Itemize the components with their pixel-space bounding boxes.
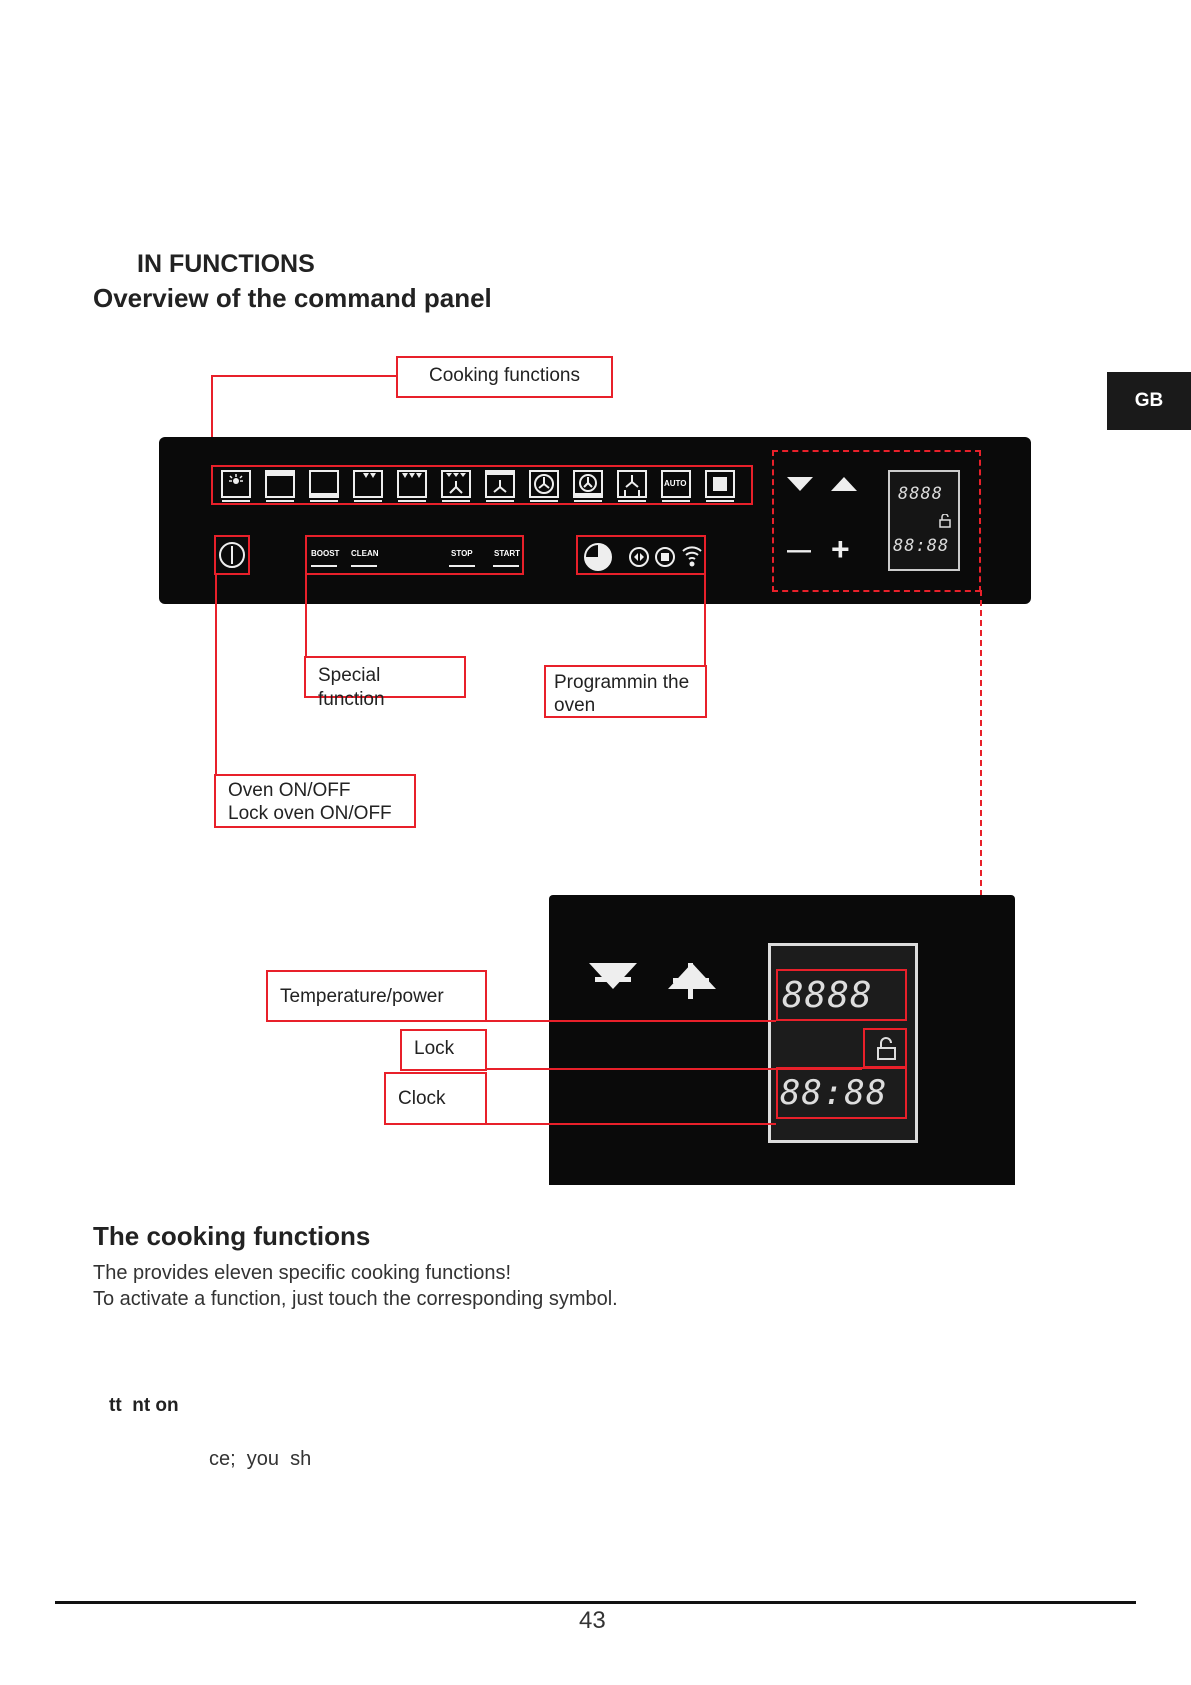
callout-lock-label: Lock xyxy=(414,1038,455,1059)
wifi-icon[interactable] xyxy=(680,543,704,569)
double-grill-icon xyxy=(397,470,427,502)
boost-button[interactable]: BOOST xyxy=(311,549,340,558)
callout-cooking-functions xyxy=(396,356,613,398)
timer-icon[interactable] xyxy=(582,541,614,573)
leader-line xyxy=(215,575,217,775)
stop-button[interactable]: STOP xyxy=(451,549,473,558)
function-convection[interactable] xyxy=(529,470,559,502)
callout-cooking-functions-label: Cooking functions xyxy=(428,365,581,386)
callout-onoff-line1: Oven ON/OFF xyxy=(228,780,351,801)
function-top-heat[interactable] xyxy=(265,470,295,502)
function-fan-grill[interactable] xyxy=(441,470,471,502)
function-stop[interactable] xyxy=(705,470,735,502)
start-underline xyxy=(493,565,519,567)
prog-sequence-icon[interactable] xyxy=(628,546,650,568)
fan-grill-icon xyxy=(441,470,471,502)
callout-clock-label: Clock xyxy=(398,1088,446,1109)
language-tab: GB xyxy=(1107,372,1191,430)
lock-indicator xyxy=(863,1028,907,1068)
function-bottom-heat[interactable] xyxy=(309,470,339,502)
overview-title: Overview of the command panel xyxy=(93,283,492,313)
arrow-down-icon[interactable] xyxy=(587,961,639,991)
page-number: 43 xyxy=(579,1607,606,1634)
function-pizza[interactable] xyxy=(617,470,647,502)
minus-icon[interactable] xyxy=(595,977,631,983)
callout-lock xyxy=(400,1029,487,1071)
function-fan[interactable] xyxy=(485,470,515,502)
prog-stop-icon[interactable] xyxy=(654,546,676,568)
callout-onoff-line2: Lock oven ON/OFF xyxy=(228,803,392,824)
function-auto[interactable] xyxy=(661,470,691,502)
clock-display-value: 88:88 xyxy=(780,1073,888,1113)
clock-display xyxy=(776,1067,907,1119)
small-display-bottom: 88:88 xyxy=(893,536,950,556)
callout-temperature-power-label: Temperature/power xyxy=(280,986,444,1007)
function-lamp[interactable] xyxy=(221,470,251,502)
callout-programming xyxy=(544,665,707,718)
leader-line xyxy=(211,375,397,377)
grill-icon xyxy=(353,470,383,502)
stop-icon xyxy=(705,470,735,502)
callout-special-function-label: Special function xyxy=(318,665,385,710)
clean-button[interactable]: CLEAN xyxy=(351,549,379,558)
small-display-top: 8888 xyxy=(898,484,943,504)
cooking-functions-line2: To activate a function, just touch the corresponding symbol. xyxy=(93,1288,618,1310)
arrow-down-icon[interactable] xyxy=(785,474,815,494)
clean-underline xyxy=(351,565,377,567)
callout-onoff xyxy=(214,774,416,828)
leader-line xyxy=(486,1020,776,1022)
power-icon xyxy=(216,537,248,573)
footer-rule xyxy=(55,1601,1136,1604)
dashed-connector xyxy=(980,590,982,896)
cooking-functions-title: The cooking functions xyxy=(93,1221,371,1251)
leader-line xyxy=(305,575,307,657)
callout-special-function xyxy=(304,656,466,710)
callout-temperature-power xyxy=(266,970,487,1022)
bottom-heat-icon xyxy=(309,470,339,502)
boost-underline xyxy=(311,565,337,567)
special-functions-group xyxy=(305,535,524,575)
pizza-icon xyxy=(617,470,647,502)
display-zoom-panel xyxy=(549,895,1015,1185)
callout-clock xyxy=(384,1072,487,1125)
convection-icon xyxy=(529,470,559,502)
function-grill[interactable] xyxy=(353,470,383,502)
attention-title: tt nt on xyxy=(109,1395,179,1416)
auto-label: AUTO xyxy=(664,479,687,488)
minus-button[interactable]: — xyxy=(787,537,811,564)
big-display xyxy=(768,943,918,1143)
small-display xyxy=(888,470,960,571)
fan-bottom-icon xyxy=(573,470,603,502)
leader-line xyxy=(704,575,706,667)
lock-icon xyxy=(875,1036,899,1062)
leader-line xyxy=(486,1068,862,1070)
function-fan-bottom[interactable] xyxy=(573,470,603,502)
top-heat-icon xyxy=(265,470,295,502)
leader-line xyxy=(486,1123,776,1125)
temperature-display-value: 8888 xyxy=(782,975,873,1016)
plus-icon[interactable] xyxy=(673,963,709,999)
command-panel xyxy=(159,437,1031,604)
start-button[interactable]: START xyxy=(494,549,521,558)
arrow-up-icon[interactable] xyxy=(829,474,859,494)
programming-group xyxy=(576,535,706,575)
cooking-functions-line1: The provides eleven specific cooking functions! xyxy=(93,1262,512,1284)
lock-icon xyxy=(938,514,952,528)
function-double-grill[interactable] xyxy=(397,470,427,502)
callout-programming-line2: oven xyxy=(554,695,596,716)
callout-programming-line1: Programmin the xyxy=(554,672,690,693)
section-heading: IN FUNCTIONS xyxy=(137,250,315,278)
temperature-display xyxy=(776,969,907,1021)
lamp-icon xyxy=(221,470,251,502)
power-button[interactable] xyxy=(214,535,250,575)
fan-icon xyxy=(485,470,515,502)
plus-button[interactable]: + xyxy=(831,531,850,567)
attention-text: ce; you sh xyxy=(209,1448,312,1470)
stop-underline xyxy=(449,565,475,567)
